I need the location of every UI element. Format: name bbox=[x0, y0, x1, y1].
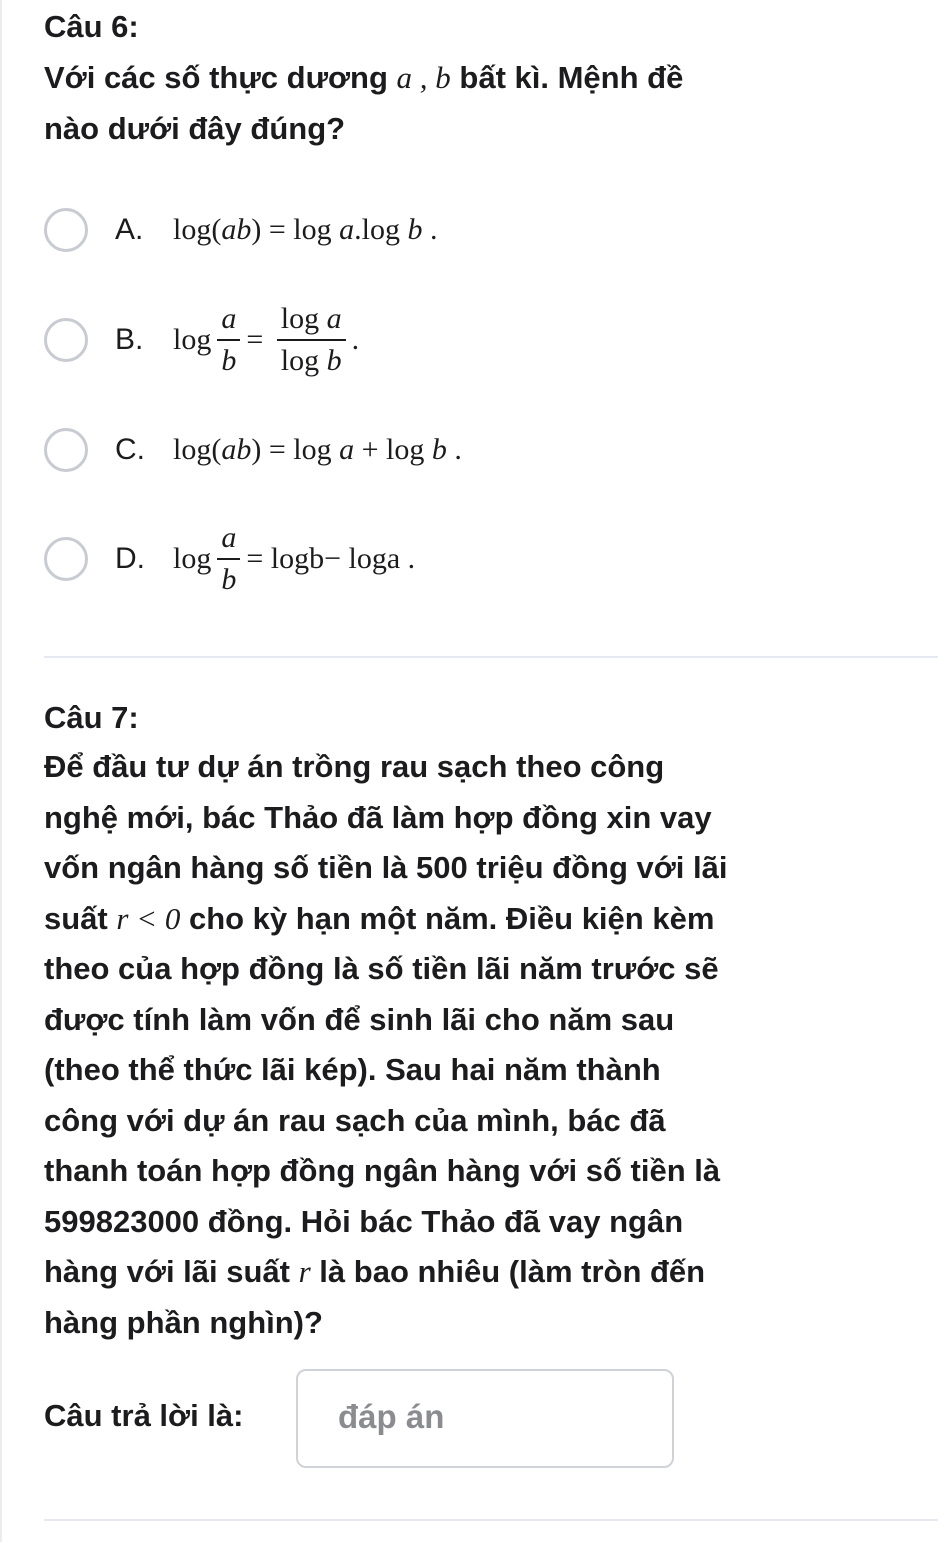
question-7-text-line-7: (theo thể thức lãi kép). Sau hai năm thành bbox=[44, 1052, 661, 1087]
option-c-formula: log ( ab ) = log a + log b . bbox=[173, 433, 462, 466]
answer-label: Câu trả lời là: bbox=[44, 1398, 244, 1433]
question-7-text-line-5: theo của hợp đồng là số tiền lãi năm trước sẽ bbox=[44, 951, 719, 986]
option-a-formula: log ( ab ) = log a . log b . bbox=[173, 213, 438, 246]
answer-input[interactable] bbox=[336, 1397, 660, 1437]
fraction: $\frac{a}{b}$ bbox=[217, 522, 240, 596]
radio-button-b[interactable] bbox=[44, 318, 88, 362]
option-b-formula: log $\frac{a}{b}$ = $\frac{\text{log a}}{\text{log b}}$ . bbox=[173, 302, 360, 377]
fraction: $\frac{\text{log a}}{\text{log b}}$ bbox=[277, 303, 346, 377]
option-d[interactable] bbox=[44, 521, 416, 596]
radio-button-a[interactable] bbox=[44, 208, 88, 252]
option-letter: D. bbox=[115, 542, 145, 575]
text-segment: là bao nhiêu (làm tròn đến bbox=[310, 1254, 706, 1289]
question-6-text-line-2: nào dưới đây đúng? bbox=[44, 111, 346, 146]
text-segment: bất kì. Mệnh đề bbox=[450, 60, 684, 95]
radio-button-c[interactable] bbox=[44, 428, 88, 472]
option-letter: A. bbox=[115, 213, 144, 246]
option-c[interactable] bbox=[44, 420, 462, 480]
option-d-formula: log $\frac{a}{b}$ = logb− loga . bbox=[173, 521, 416, 596]
question-7-text-line-2: nghệ mới, bác Thảo đã làm hợp đồng xin vay bbox=[44, 800, 712, 835]
answer-field[interactable] bbox=[296, 1369, 674, 1468]
text-segment: suất bbox=[44, 901, 117, 936]
question-7-text-line-8: công với dự án rau sạch của mình, bác đã bbox=[44, 1103, 666, 1138]
math-variable: r bbox=[298, 1254, 311, 1289]
option-letter: C. bbox=[115, 433, 145, 466]
section-divider bbox=[44, 656, 938, 658]
text-segment: cho kỳ hạn một năm. Điều kiện kèm bbox=[180, 901, 715, 936]
question-7-text-line-9: thanh toán hợp đồng ngân hàng với số tiền là bbox=[44, 1153, 721, 1188]
question-7-text-line-12: hàng phần nghìn)? bbox=[44, 1305, 323, 1340]
question-7-text-line-11 bbox=[44, 1246, 705, 1297]
question-7-text-line-6: được tính làm vốn để sinh lãi cho năm sau bbox=[44, 1002, 675, 1037]
option-letter: B. bbox=[115, 323, 144, 356]
question-7-text-line-4 bbox=[44, 893, 714, 944]
radio-button-d[interactable] bbox=[44, 537, 88, 581]
question-7-text-line-10: 599823000 đồng. Hỏi bác Thảo đã vay ngân bbox=[44, 1204, 684, 1239]
page-left-border bbox=[0, 0, 2, 1542]
section-divider bbox=[44, 1519, 938, 1521]
fraction: $\frac{a}{b}$ bbox=[217, 303, 240, 377]
option-a[interactable] bbox=[44, 200, 437, 260]
question-6-title: Câu 6: bbox=[44, 9, 139, 44]
question-7-text-line-3: vốn ngân hàng số tiền là 500 triệu đồng với lãi bbox=[44, 850, 728, 885]
math-inequality: r < 0 bbox=[116, 901, 181, 936]
question-7-title: Câu 7: bbox=[44, 700, 139, 735]
math-variables: a , b bbox=[396, 60, 451, 95]
question-7-text-line-1: Để đầu tư dự án trồng rau sạch theo công bbox=[44, 749, 665, 784]
option-b[interactable] bbox=[44, 302, 360, 377]
question-6-text-line-1 bbox=[44, 52, 683, 103]
text-segment: hàng với lãi suất bbox=[44, 1254, 299, 1289]
text-segment: Với các số thực dương bbox=[44, 60, 397, 95]
